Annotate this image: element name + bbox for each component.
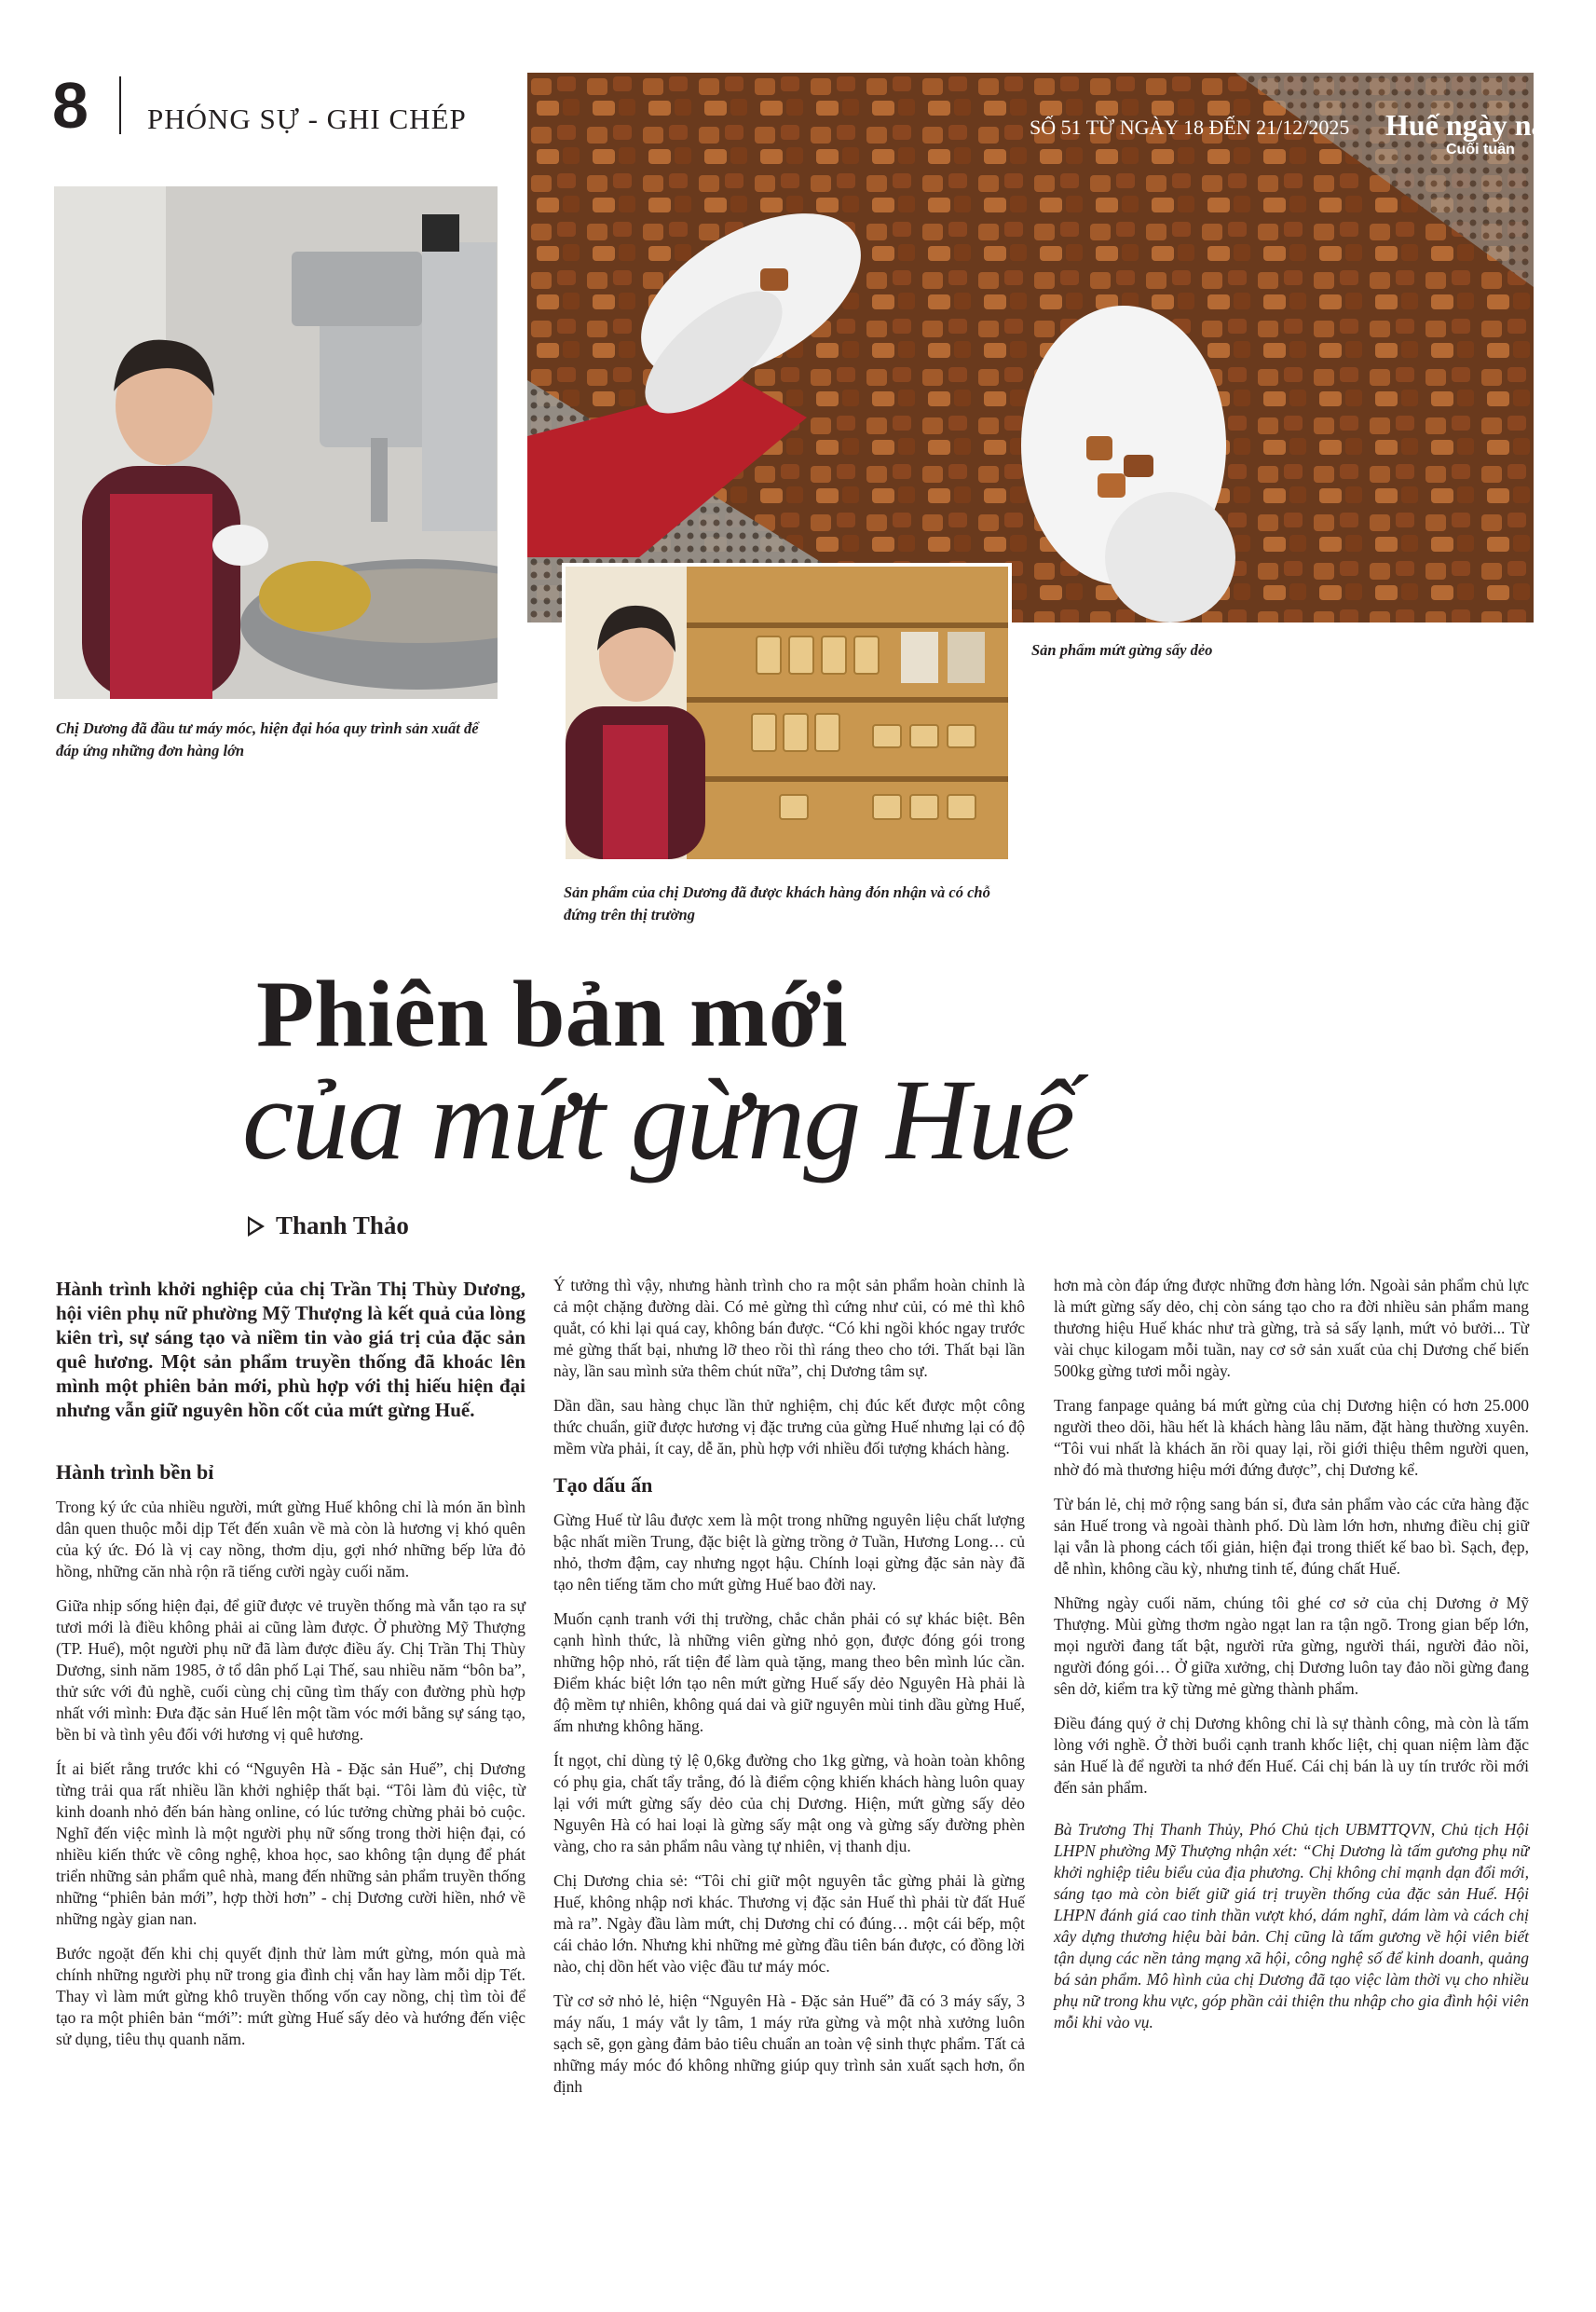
paragraph: Muốn cạnh tranh với thị trường, chắc chắn phải có sự khác biệt. Bên cạnh hình thức, là những viên gừng nhỏ gọn, được đóng gói trong những hộp nhỏ, rất tiện để làm quà tặng, mang theo bên mình lúc cần. Điểm khác biệt lớn tạo nên mứt gừng Huế sấy dẻo Nguyên Hà phải là độ mềm tự nhiên, không quá dai và giữ nguyên mùi tinh dầu gừng Huế, ấm nhưng không hăng. [553,1609,1025,1735]
article-column-1 [56,1277,525,2063]
paragraph: Từ cơ sở nhỏ lẻ, hiện “Nguyên Hà - Đặc sản Huế” đã có 3 máy sấy, 3 máy nấu, 1 máy vắt ly tâm, 1 máy rửa gừng và một nhà xưởng luôn sạch sẽ, gọn gàng đảm bảo tiêu chuẩn an toàn vệ sinh thực phẩm. Tất cả những máy móc đó không những giúp quy trình sản xuất sạch hơn, ổn định [553,1991,1025,2096]
masthead-logo: Huế ngày nay [1385,108,1562,142]
article-column-2 [553,1275,1025,2111]
photo-caption-ginger: Sản phẩm mứt gừng sấy dẻo [1031,641,1213,659]
paragraph-continued: hơn mà còn đáp ứng được những đơn hàng lớn. Ngoài sản phẩm chủ lực là mứt gừng sấy dẻo, chị còn sáng tạo cho ra đời nhiều sản phẩm mang thương hiệu Huế khác như trà gừng, trà sả sấy lạnh, mứt vỏ bưởi... Từ vài chục kilogam mỗi tuần, nay cơ sở sản xuất của chị Dương chế biến 500kg gừng tươi mỗi ngày. [1054,1276,1529,1380]
article-byline [248,1211,409,1240]
photo-ginger-tray-drawing [527,73,1534,622]
photo-woman-machine-drawing [54,186,498,699]
paragraph: Chị Dương chia sẻ: “Tôi chỉ giữ một nguyên tắc gừng phải là gừng Huế, không nhập nơi khác. Thương vị đặc sản Huế thì phải từ đất Huế mà ra”. Ngày đầu làm mứt, chị Dương chỉ có đúng… một cái bếp, một cái chảo lớn. Nhưng khi những mẻ gừng đầu tiên bán được, có đồng lời nào, chị dồn hết vào việc đầu tư máy móc. [553,1871,1025,1976]
article-title-line2: của mứt gừng Huế [242,1056,1073,1183]
paragraph: Gừng Huế từ lâu được xem là một trong những nguyên liệu chất lượng bậc nhất miền Trung, đặc biệt là gừng trồng ở Tuần, Hương Long… củ nhỏ, thơm đậm, cay nhưng ngọt hậu. Chính loại gừng đặc sản này đã tạo nên tiếng tăm cho mứt gừng Huế bao đời nay. [553,1511,1025,1594]
masthead-subtitle: Cuối tuần [1446,142,1515,157]
paragraph: Bước ngoặt đến khi chị quyết định thử làm mứt gừng, món quà mà chính những người phụ nữ trong gia đình chị vẫn hay làm mỗi dịp Tết. Thay vì làm mứt gừng khô truyền thống vốn cay nồng, chị tìm tòi để tạo ra một phiên bản “mới”: mứt gừng Huế sấy dẻo và hướng đến việc sử dụng, tiêu thụ quanh năm. [56,1944,525,2048]
article-title-line1: Phiên bản mới [256,962,848,1067]
byline-triangle-icon [248,1216,265,1237]
paragraph: Trong ký ức của nhiều người, mứt gừng Huế không chỉ là món ăn bình dân quen thuộc mỗi dịp Tết đến xuân về mà còn là hương vị khó quên của ký ức. Đó là vị cay nồng, thơm dịu, gợi nhớ những bếp lửa đỏ hồng, những căn nhà rộn rã tiếng cười ngày cuối năm. [56,1498,525,1580]
paragraph: Từ bán lẻ, chị mở rộng sang bán sỉ, đưa sản phẩm vào các cửa hàng đặc sản Huế trong và ngoài thành phố. Dù làm lớn hơn, nhưng điều chị giữ lại vẫn là phong cách tối giản, hiện đại trong thiết kế bao bì. Sạch, đẹp, dễ nhìn, không cầu kỳ, nhưng tinh tế, đúng chất Huế. [1054,1495,1529,1578]
subhead-hanh-trinh: Hành trình bền bỉ [56,1460,214,1484]
paragraph: Dần dần, sau hàng chục lần thử nghiệm, chị đúc kết được một công thức chuẩn, giữ được hương vị đặc trưng của gừng Huế nhưng lại có độ mềm vừa phải, ít cay, dễ ăn, phù hợp với nhiều đối tượng khách hàng. [553,1396,1025,1457]
page-number: 8 [52,69,89,142]
photo-ginger-tray [527,73,1534,622]
photo-shop-shelf [562,563,1012,863]
article-lead: Hành trình khởi nghiệp của chị Trần Thị Thùy Dương, hội viên phụ nữ phường Mỹ Thượng là kết quả của lòng kiên trì, sự sáng tạo và niềm tin vào giá trị của đặc sản quê hương. Một sản phẩm truyền thống đã khoác lên mình một phiên bản mới, phù hợp với thị hiếu hiện đại nhưng vẫn giữ nguyên hồn cốt của mứt gừng Huế. [56,1278,525,1421]
paragraph: Ít ngọt, chỉ dùng tỷ lệ 0,6kg đường cho 1kg gừng, và hoàn toàn không có phụ gia, chất tẩy trắng, đó là điểm cộng khiến khách hàng luôn quay lại với mứt gừng sấy dẻo của chị Dương. Hiện, mứt gừng sấy dẻo Nguyên Hà có hai loại là gừng sấy mật ong và gừng sấy đường phèn vàng, cho ra sản phẩm nâu vàng tự nhiên, vị thanh dịu. [553,1751,1025,1855]
paragraph: Ít ai biết rằng trước khi có “Nguyên Hà - Đặc sản Huế”, chị Dương từng trải qua rất nhiều lần khởi nghiệp thất bại. “Tôi làm đủ việc, từ kinh doanh nhỏ đến bán hàng online, có lúc tưởng chừng phải bỏ cuộc. Nghĩ đến việc mình là một người phụ nữ sống trong thời hiện đại, có nhiều kiến thức về công nghệ, khoa học, sao không tận dụng để phát triển những sản phẩm quê nhà, mang đến những sản phẩm truyền thống những “phiên bản mới”, hợp thời hơn” - chị Dương cười hiền, nhớ về những ngày gian nan. [56,1759,525,1928]
photo-woman-machine [54,186,498,699]
section-title: PHÓNG SỰ - GHI CHÉP [147,103,467,135]
photo-shop-shelf-drawing [566,567,1008,859]
article-column-3 [1054,1275,1529,2046]
paragraph: Trang fanpage quảng bá mứt gừng của chị Dương hiện có hơn 25.000 người theo dõi, hầu hết là khách hàng lâu năm, đặt hàng thường xuyên. “Tôi vui nhất là khách ăn rồi quay lại, rồi giới thiệu thêm người quen, nhờ đó mà thương hiệu mới đứng được”, chị Dương kể. [1054,1396,1529,1479]
paragraph: Những ngày cuối năm, chúng tôi ghé cơ sở của chị Dương ở Mỹ Thượng. Mùi gừng thơm ngào ngạt lan ra tận ngõ. Trong gian bếp lớn, mọi người đang tất bật, người rửa gừng, người thái, người đảo nồi, người đóng gói… Ở giữa xưởng, chị Dương luôn tay đảo nồi gừng đang sên dở, kiểm tra kỹ từng mẻ gừng thành phẩm. [1054,1594,1529,1698]
paragraph: Ý tưởng thì vậy, nhưng hành trình cho ra một sản phẩm hoàn chỉnh là cả một chặng đường dài. Có mẻ gừng thì cứng như củi, có mẻ thì khô quắt, có khi lại quá cay, không bán được. “Có khi ngồi khóc ngay trước mẻ gừng thất bại, nhưng lỡ theo rồi thì ráng theo cho tới. Thất bại lần này, lần sau mình sửa thêm chút nữa”, chị Dương tâm sự. [553,1276,1025,1380]
author-name: Thanh Thảo [276,1211,409,1239]
quote-box: Bà Trương Thị Thanh Thủy, Phó Chủ tịch UBMTTQVN, Chủ tịch Hội LHPN phường Mỹ Thượng nhận xét: “Chị Dương là tấm gương phụ nữ khởi nghiệp tiêu biểu của địa phương. Chị không chỉ mạnh dạn đổi mới, sáng tạo mà còn biết giữ giá trị truyền thống của đặc sản Huế. Hội LHPN đánh giá cao tinh thần vượt khó, dám nghĩ, dám làm và cách chị xây dựng thương hiệu bài bản. Chị cũng là tấm gương về hội viên biết tận dụng các nền tảng mạng xã hội, công nghệ số để kinh doanh, quảng bá sản phẩm. Mô hình của chị Dương đã tạo việc làm thời vụ cho nhiều phụ nữ trong khu vực, góp phần cải thiện thu nhập cho gia đình hội viên mỗi khi vào vụ. [1054,1820,1529,2032]
photo-caption-shop: Sản phẩm của chị Dương đã được khách hàng đón nhận và có chỗ đứng trên thị trường [564,883,990,923]
issue-info: SỐ 51 TỪ NGÀY 18 ĐẾN 21/12/2025 [1030,116,1350,139]
paragraph: Giữa nhịp sống hiện đại, để giữ được vẻ truyền thống mà vẫn tạo ra sự tươi mới là điều không phải ai cũng làm được. Ở phường Mỹ Thượng (TP. Huế), một người phụ nữ đã làm được điều ấy. Chị Trần Thị Thùy Dương, sinh năm 1985, ở tổ dân phố Lại Thế, sau nhiều năm “bôn ba”, thử sức với đủ nghề, cuối cùng chị cũng tìm thấy con đường phù hợp nhất với mình: Đưa đặc sản Huế lên một tầm vóc mới bằng sự sáng tạo, bền bỉ và tình yêu đối với hương vị quê hương. [56,1596,525,1744]
subhead-tao-dau-an: Tạo dấu ấn [553,1473,653,1497]
header-divider [119,76,121,134]
paragraph: Điều đáng quý ở chị Dương không chỉ là sự thành công, mà còn là tấm lòng với nghề. Ở thời buổi cạnh tranh khốc liệt, chị quan niệm làm đặc sản Huế là để người ta nhớ đến Huế. Cái chị bán là uy tín trước rồi mới đến sản phẩm. [1054,1714,1529,1797]
photo-caption-machine: Chị Dương đã đầu tư máy móc, hiện đại hóa quy trình sản xuất để đáp ứng những đơn hàng lớn [56,719,479,759]
